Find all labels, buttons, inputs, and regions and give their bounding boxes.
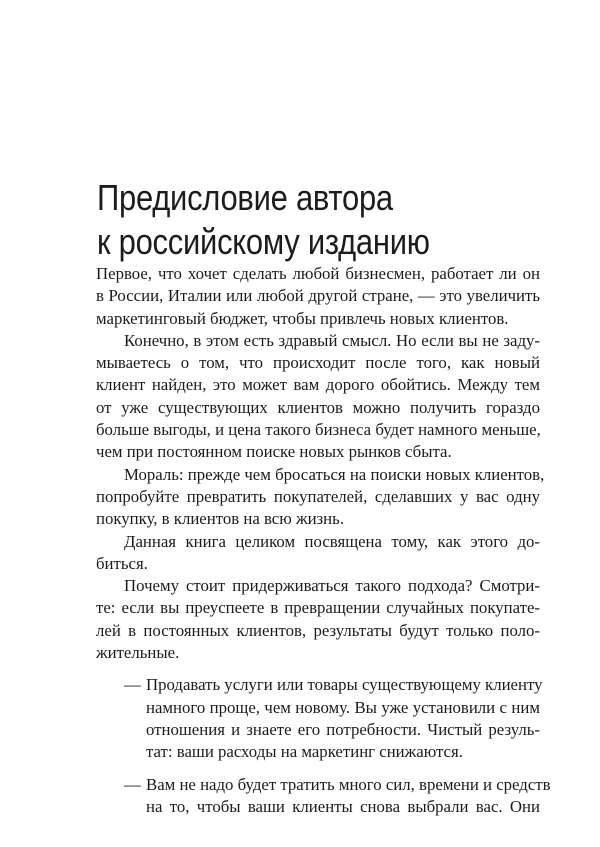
- chapter-title-line-1: Предисловие автора: [97, 177, 393, 218]
- paragraph-4: [96, 531, 540, 576]
- list-dash: —: [124, 675, 141, 695]
- text-line: Почему стоит придерживаться такого подхода? Смотри-: [124, 576, 540, 596]
- text-line: Первое, что хочет сделать любой бизнесмен, работает ли он: [96, 264, 540, 283]
- text-line: Конечно, в этом есть здравый смысл. Но если вы не заду-: [124, 330, 540, 350]
- chapter-title-line-2: к российскому изданию: [97, 221, 430, 262]
- paragraph-5: [96, 575, 540, 664]
- text-line: на то, чтобы ваши клиенты снова выбрали вас. Они: [146, 796, 540, 816]
- text-line: намного проще, чем новому. Вы уже установили с ним: [146, 697, 540, 717]
- paragraph-1: [96, 263, 540, 330]
- text-line: отношения и знаете его потребности. Чистый резуль-: [146, 719, 540, 739]
- text-line: попробуйте превратить покупателей, сделавших у вас одну: [96, 486, 540, 506]
- text-line: Данная книга целиком посвящена тому, как этого до-: [124, 531, 540, 551]
- list-item: [96, 774, 551, 819]
- text-line: больше выгоды, и цена такого бизнеса будет намного меньше,: [96, 420, 541, 440]
- text-line: от уже существующих клиентов можно получить гораздо: [96, 397, 540, 417]
- text-line: мываетесь о том, что происходит после того, как новый: [96, 353, 540, 373]
- text-line: маркетинговый бюджет, чтобы привлечь новых клиентов.: [96, 308, 509, 328]
- text-line: чем при постоянном поиске новых рынков сбыта.: [96, 442, 452, 462]
- paragraph-3: [96, 464, 545, 531]
- text-line: покупку, в клиентов на всю жизнь.: [96, 509, 345, 529]
- text-line: клиент найден, это может вам дорого обойтись. Между тем: [96, 375, 540, 395]
- chapter-title: [97, 176, 493, 264]
- list-dash: —: [124, 774, 141, 794]
- text-line: Мораль: прежде чем бросаться на поиски новых клиентов,: [124, 464, 545, 484]
- text-line: Вам не надо будет тратить много сил, времени и средств: [146, 774, 551, 794]
- text-line: в России, Италии или любой другой стране, — это увеличить: [96, 286, 540, 306]
- body-text: [96, 263, 551, 818]
- text-line: те: если вы преуспеете в превращении случайных покупате-: [96, 598, 540, 618]
- text-line: Продавать услуги или товары существующему клиенту: [146, 675, 543, 695]
- text-line: лей в постоянных клиентов, результаты будут только поло-: [96, 620, 540, 640]
- text-line: тат: ваши расходы на маркетинг снижаются.: [146, 742, 463, 762]
- list-item: [96, 674, 543, 763]
- text-line: жительные.: [96, 643, 180, 663]
- text-line: биться.: [96, 553, 148, 573]
- paragraph-2: [96, 330, 540, 464]
